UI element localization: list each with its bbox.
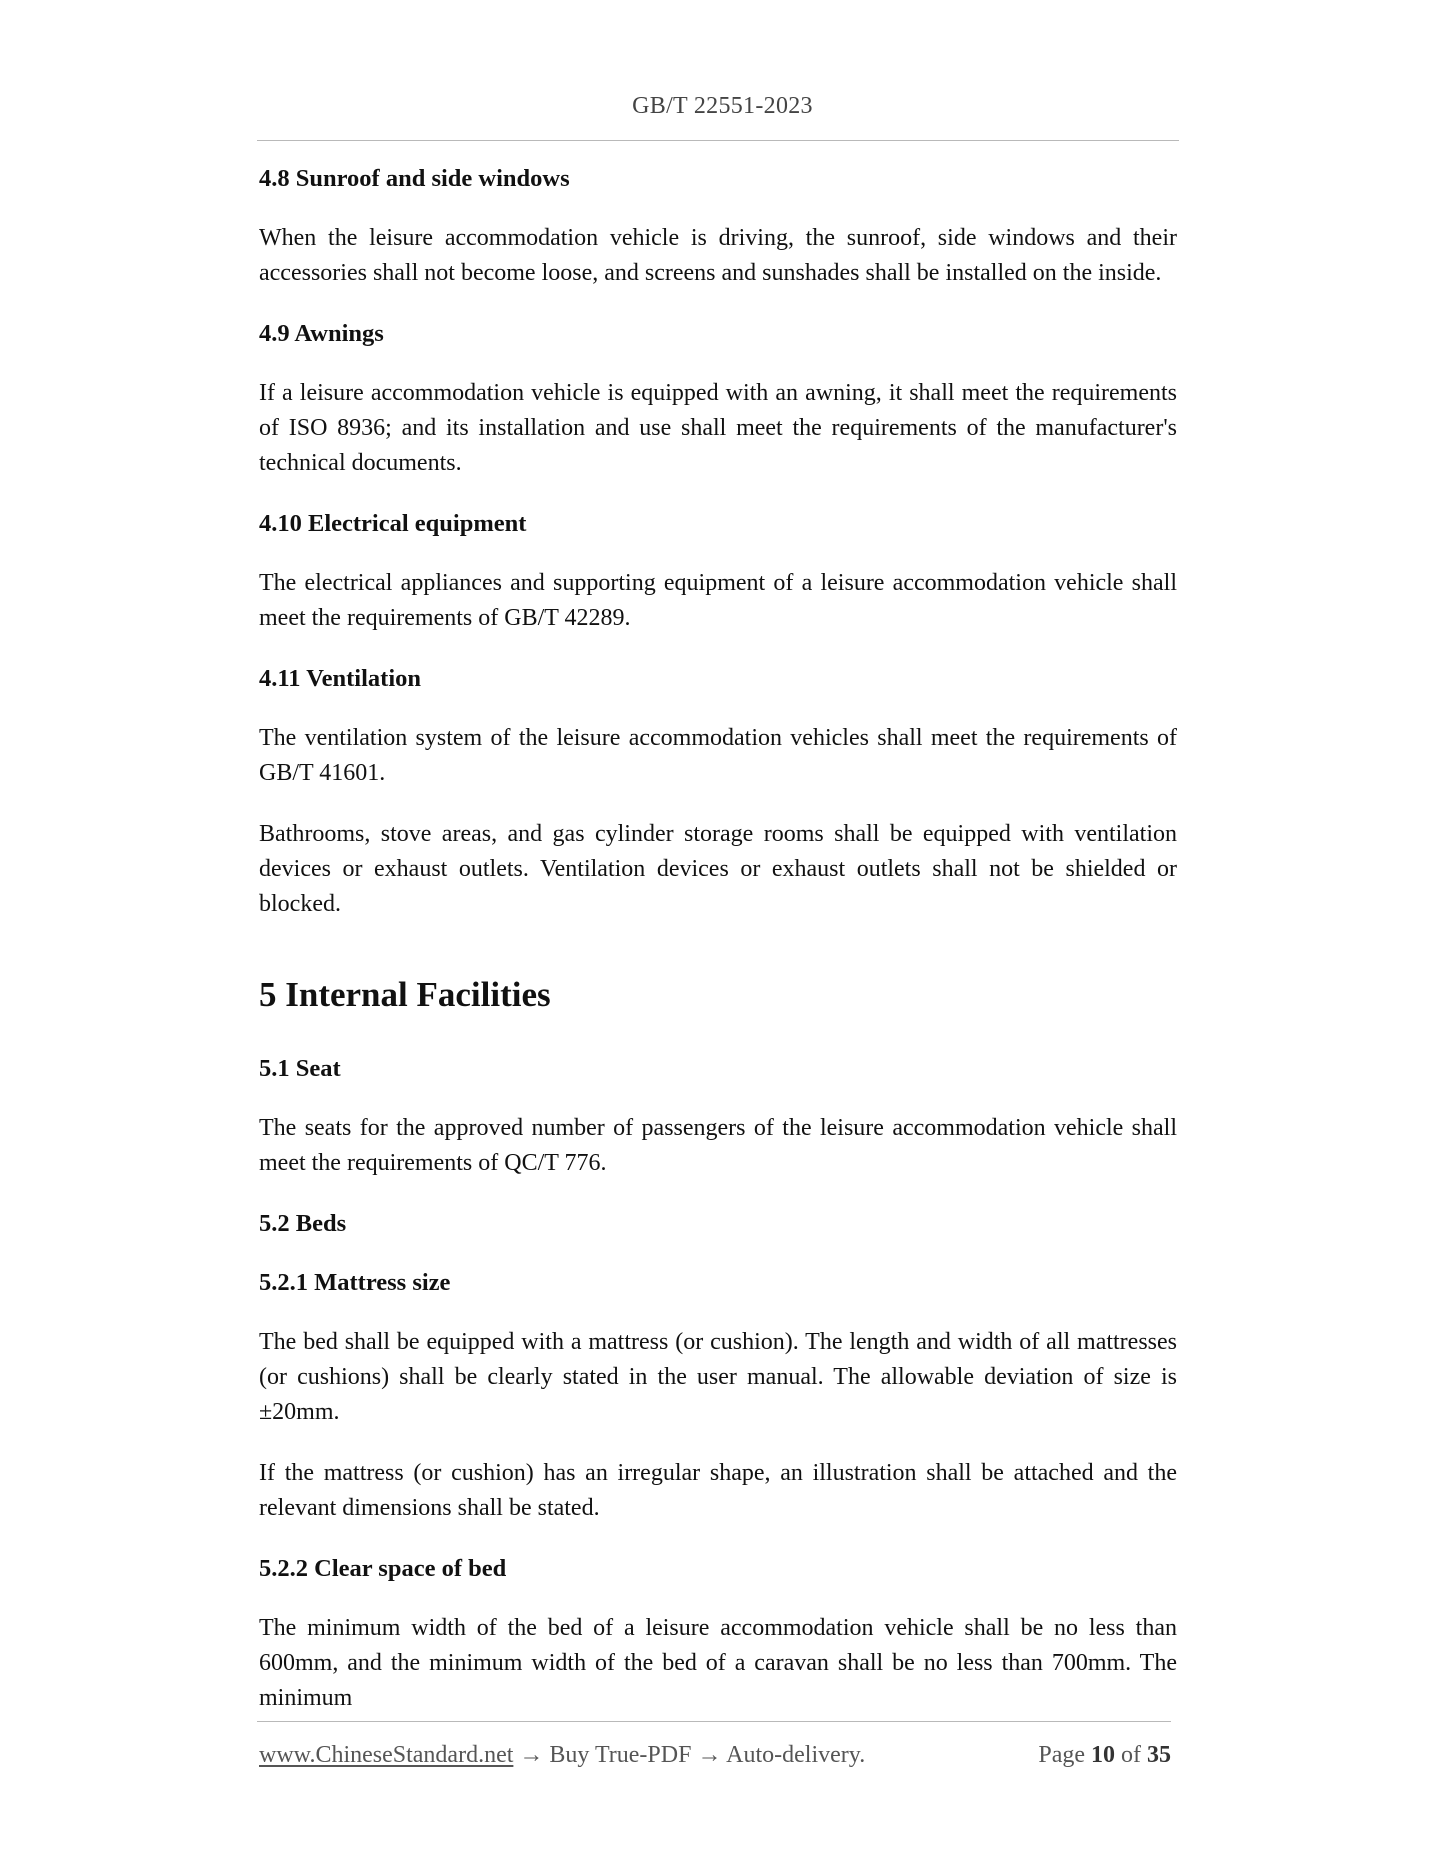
paragraph: The electrical appliances and supporting equipment of a leisure accommodation vehicle shall meet the requirements of GB/T 42289. (259, 570, 1177, 631)
buy-pdf-text: Buy True-PDF (549, 1742, 692, 1768)
section-heading-4-11: 4.11 Ventilation (259, 665, 422, 692)
header-divider (257, 140, 1179, 141)
arrow-right-icon: → (697, 1742, 722, 1768)
section-heading-4-8: 4.8 Sunroof and side windows (259, 165, 570, 192)
arrow-right-icon: → (519, 1742, 544, 1768)
paragraph: The ventilation system of the leisure accommodation vehicles shall meet the requirements of GB/T 41601. (259, 725, 1177, 786)
chapter-heading-5: 5 Internal Facilities (259, 975, 551, 1014)
section-heading-5-2: 5.2 Beds (259, 1210, 347, 1237)
section-heading-5-1: 5.1 Seat (259, 1055, 341, 1082)
site-link[interactable]: www.ChineseStandard.net (259, 1742, 514, 1768)
paragraph: If the mattress (or cushion) has an irregular shape, an illustration shall be attached and the relevant dimensions shall be stated. (259, 1460, 1177, 1521)
paragraph: Bathrooms, stove areas, and gas cylinder storage rooms shall be equipped with ventilation devices or exhaust outlets. Ventilation devices or exhaust outlets shall not be shielded or blocked. (259, 821, 1177, 917)
footer-divider (257, 1721, 1171, 1722)
page-indicator (1038, 1738, 1171, 1772)
delivery-text: Auto-delivery. (726, 1742, 866, 1768)
paragraph: The minimum width of the bed of a leisure accommodation vehicle shall be no less than 600mm, and the minimum width of the bed of a caravan shall be no less than 700mm. The minimum (259, 1615, 1177, 1711)
section-heading-4-10: 4.10 Electrical equipment (259, 510, 527, 537)
section-heading-4-9: 4.9 Awnings (259, 320, 384, 347)
paragraph: When the leisure accommodation vehicle is driving, the sunroof, side windows and their accessories shall not become loose, and screens and sunshades shall be installed on the inside. (259, 225, 1177, 286)
page-footer (259, 1738, 1171, 1772)
running-header: GB/T 22551-2023 (632, 93, 813, 119)
page-body (259, 162, 1177, 1742)
section-heading-5-2-1: 5.2.1 Mattress size (259, 1269, 451, 1296)
paragraph: If a leisure accommodation vehicle is equipped with an awning, it shall meet the requirements of ISO 8936; and its installation and use shall meet the requirements of the manufacturer's technical documents. (259, 380, 1177, 476)
total-pages-number: 35 (1147, 1742, 1171, 1768)
paragraph: The seats for the approved number of passengers of the leisure accommodation vehicle shall meet the requirements of QC/T 776. (259, 1115, 1177, 1176)
paragraph: The bed shall be equipped with a mattress (or cushion). The length and width of all mattresses (or cushions) shall be clearly stated in the user manual. The allowable deviation of size is ±20mm. (259, 1329, 1177, 1425)
page-label: Page (1038, 1742, 1085, 1768)
of-label: of (1121, 1742, 1141, 1768)
current-page-number: 10 (1091, 1742, 1115, 1768)
section-heading-5-2-2: 5.2.2 Clear space of bed (259, 1555, 507, 1582)
